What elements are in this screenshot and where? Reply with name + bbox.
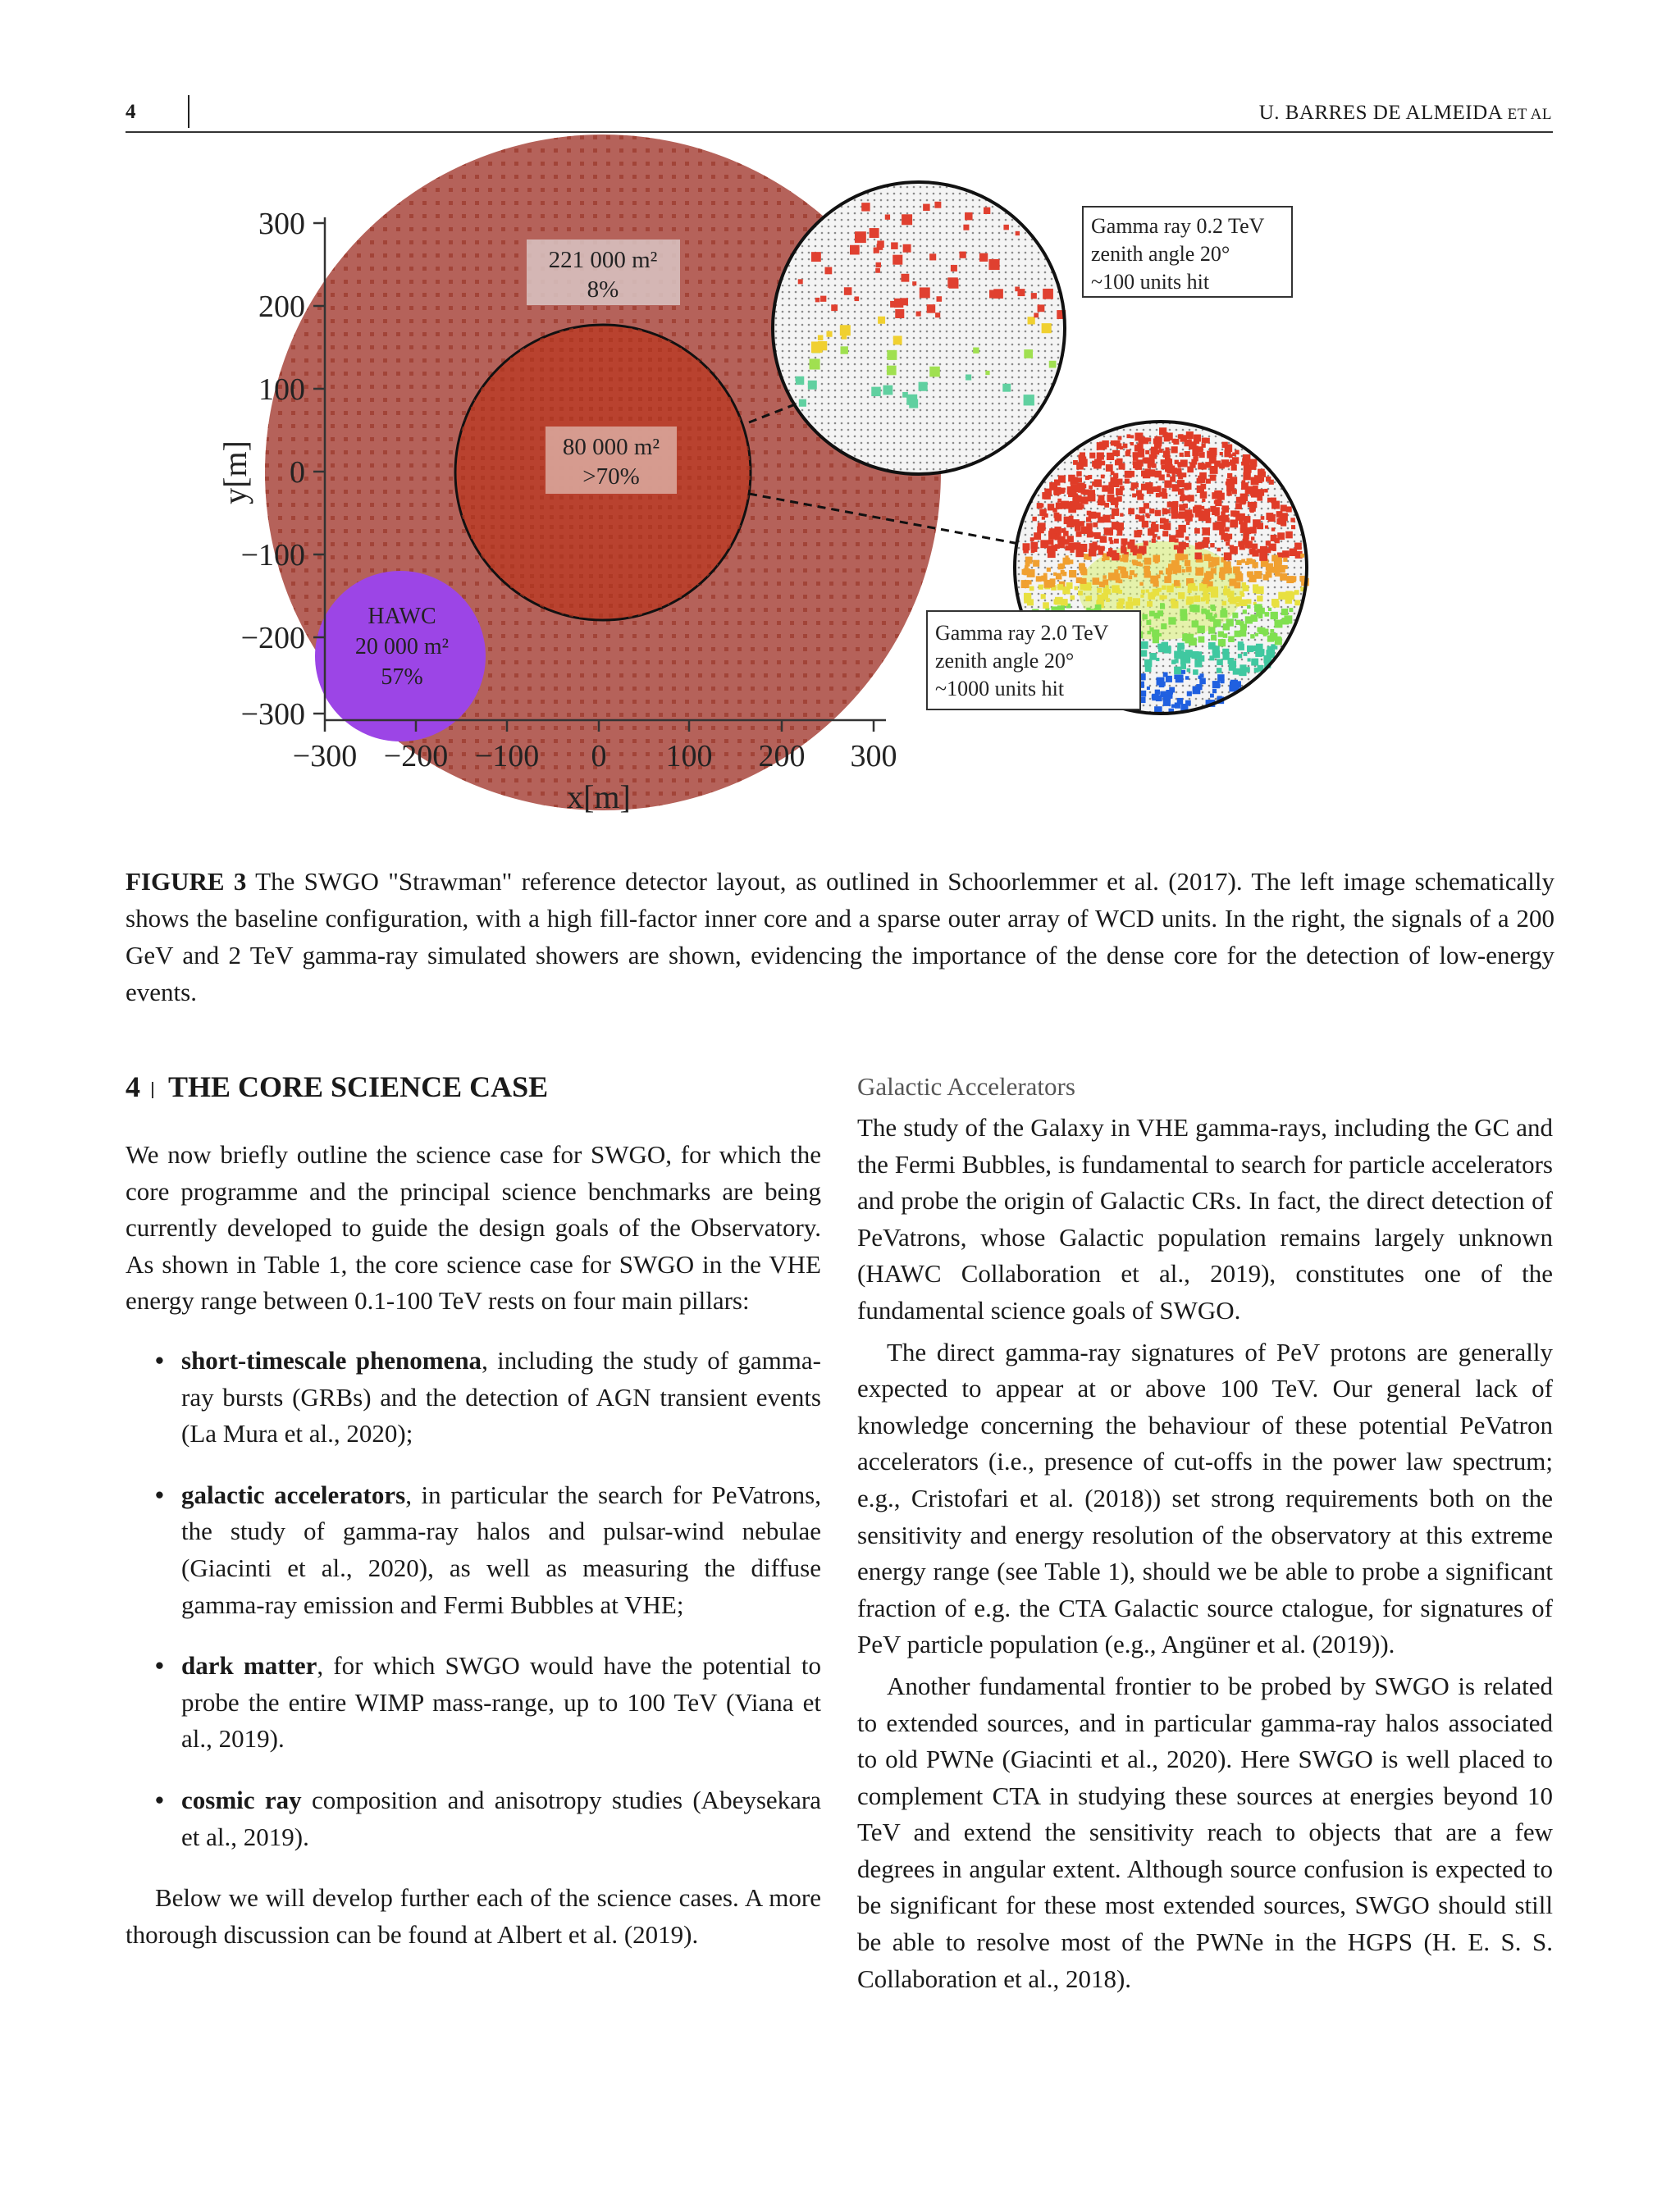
right-column: [857, 1069, 1553, 1997]
shower-0.2tev-zoom: [773, 182, 1066, 474]
y-axis-label: y[m]: [217, 440, 253, 504]
subsection-heading: Galactic Accelerators: [857, 1072, 1075, 1101]
box1-hits: ~100 units hit: [1091, 270, 1210, 294]
x-tick-300: 300: [850, 739, 897, 773]
galactic-paragraph-1: The study of the Galaxy in VHE gamma-rays, including the GC and the Fermi Bubbles, is fundamental to search for particle accelerators and probe the origin of Galactic CRs. In fact, the direct detection of PeVatrons, whose Galactic population remains largely unknown (HAWC Collaboration et al., 2019), constitutes one of the fundamental science goals of SWGO.: [857, 1113, 1553, 1325]
header-rule: [126, 131, 1553, 133]
authors-text: U. BARRES DE ALMEIDA: [1258, 102, 1502, 124]
caption-text: The SWGO "Strawman" reference detector layout, as outlined in Schoorlemmer et al. (2017). The left image schematically shows the baseline configuration, with a high fill-factor inner core and a sparse outer array of WCD units. In the right, the signals of a 200 GeV and 2 TeV gamma-ray simulated showers are shown, evidencing the importance of the dense core for the detection of low-energy events.: [126, 867, 1554, 1006]
inner-fill-label: >70%: [582, 463, 640, 490]
figure-3: [217, 197, 1419, 828]
pillar-bold: cosmic ray: [181, 1785, 302, 1814]
section-heading: [126, 1066, 821, 1107]
running-head-authors: [1259, 102, 1552, 125]
outer-fill-label: 8%: [587, 276, 619, 303]
pillar-bold: short-timescale phenomena: [181, 1345, 482, 1375]
box1-energy: Gamma ray 0.2 TeV: [1091, 214, 1265, 238]
pillar-item: • dark matter, for which SWGO would have the potential to probe the entire WIMP mass-range, up to 100 TeV (Viana et al., 2019).: [155, 1651, 822, 1754]
x-tick-neg200: −200: [383, 739, 449, 773]
inner-area-label: 80 000 m²: [562, 434, 660, 460]
y-tick-0: 0: [290, 455, 305, 490]
y-tick-neg100: −100: [240, 538, 305, 573]
pillar-bold: dark matter: [181, 1651, 317, 1681]
outer-area-label: 221 000 m²: [548, 247, 658, 273]
galactic-paragraph-3: Another fundamental frontier to be probed by SWGO is related to extended sources, and in particular gamma-ray halos associated to old PWNe (Giacinti et al., 2020). Here SWGO is well placed to complement CTA in studying these sources at energies beyond 10 TeV and extend the sensitivity reach to objects that are a few degrees in angular extent. Although source confusion is expected to be significant for these most extended sources, SWGO should still be able to resolve most of the PWNe in the HGPS (H. E. S. S. Collaboration et al., 2018).: [857, 1671, 1553, 1993]
pillar-item: • cosmic ray composition and anisotropy studies (Abeysekara et al., 2019).: [155, 1785, 821, 1851]
pillars-list: [126, 1343, 821, 1855]
section-title: THE CORE SCIENCE CASE: [168, 1070, 549, 1103]
section-intro: We now briefly outline the science case for SWGO, for which the core programme and the principal science benchmarks are being currently developed to guide the design goals of the Observatory. As shown in Table 1, the core science case for SWGO in the VHE energy range between 0.1-100 TeV rests on four main pillars:: [126, 1140, 821, 1316]
caption-label: FIGURE 3: [126, 867, 247, 896]
y-tick-100: 100: [258, 372, 305, 407]
y-tick-300: 300: [258, 207, 305, 241]
y-tick-neg200: −200: [240, 621, 305, 655]
header-divider: [188, 95, 189, 128]
hawc-fill: 57%: [381, 664, 423, 690]
figure-caption: [126, 863, 1554, 1010]
authors-suffix: ET AL: [1507, 106, 1552, 123]
x-tick-200: 200: [758, 739, 806, 773]
page-number: 4: [126, 101, 136, 123]
y-tick-200: 200: [258, 290, 305, 324]
box1-zenith: zenith angle 20°: [1091, 242, 1230, 266]
galactic-paragraph-2: The direct gamma-ray signatures of PeV protons are generally expected to appear at or above 100 TeV. Our general lack of knowledge concerning the behaviour of these potential PeVatron accelerators (i.e., presence of cut-offs in the power law spectrum; e.g., Cristofari et al. (2018)) set strong requirements both on the sensitivity and energy resolution of the observatory at this extreme energy range (see Table 1), should we be able to probe a significant fraction of e.g. the CTA Galactic source ctalogue, for signatures of PeV particle population (e.g., Angüner et al. (2019)).: [857, 1337, 1553, 1659]
hawc-area: 20 000 m²: [354, 634, 450, 659]
x-tick-neg100: −100: [474, 739, 540, 773]
pillar-item: • galactic accelerators, in particular the search for PeVatrons, the study of gamma-ray halos and pulsar-wind nebulae (Giacinti et al., 2020), as well as measuring the diffuse gamma-ray emission and Fermi Bubbles at VHE;: [155, 1480, 821, 1619]
x-tick-neg300: −300: [292, 739, 358, 773]
pillar-bold: galactic accelerators: [181, 1480, 406, 1509]
y-tick-neg300: −300: [240, 697, 305, 732]
section-number: 4: [126, 1070, 140, 1103]
x-tick-100: 100: [665, 739, 713, 773]
section-outro: Below we will develop further each of the science cases. A more thorough discussion can be found at Albert et al. (2019).: [126, 1883, 821, 1949]
pillar-text: , including the study of gamma-ray bursts (GRBs) and the detection of AGN transient events (La Mura et al., 2020);: [181, 1345, 821, 1448]
pillar-text: , for which SWGO would have the potential to probe the entire WIMP mass-range, up to 100 TeV (Viana et al., 2019).: [181, 1651, 822, 1754]
pillar-text: , in particular the search for PeVatrons, the study of gamma-ray halos and pulsar-wind nebulae (Giacinti et al., 2020), as well as measuring the diffuse gamma-ray emission and Fermi Bubbles at VHE;: [181, 1480, 821, 1619]
hawc-name: HAWC: [368, 604, 436, 629]
pillar-text: composition and anisotropy studies (Abeysekara et al., 2019).: [181, 1785, 821, 1851]
box2-zenith: zenith angle 20°: [935, 649, 1075, 673]
pillar-item: • short-timescale phenomena, including the study of gamma-ray bursts (GRBs) and the detection of AGN transient events (La Mura et al., 2020);: [155, 1345, 821, 1448]
x-axis-label: x[m]: [567, 778, 631, 815]
left-column: [126, 1066, 821, 1953]
box2-hits: ~1000 units hit: [935, 677, 1065, 700]
box2-energy: Gamma ray 2.0 TeV: [935, 621, 1109, 645]
x-tick-0: 0: [591, 739, 607, 773]
